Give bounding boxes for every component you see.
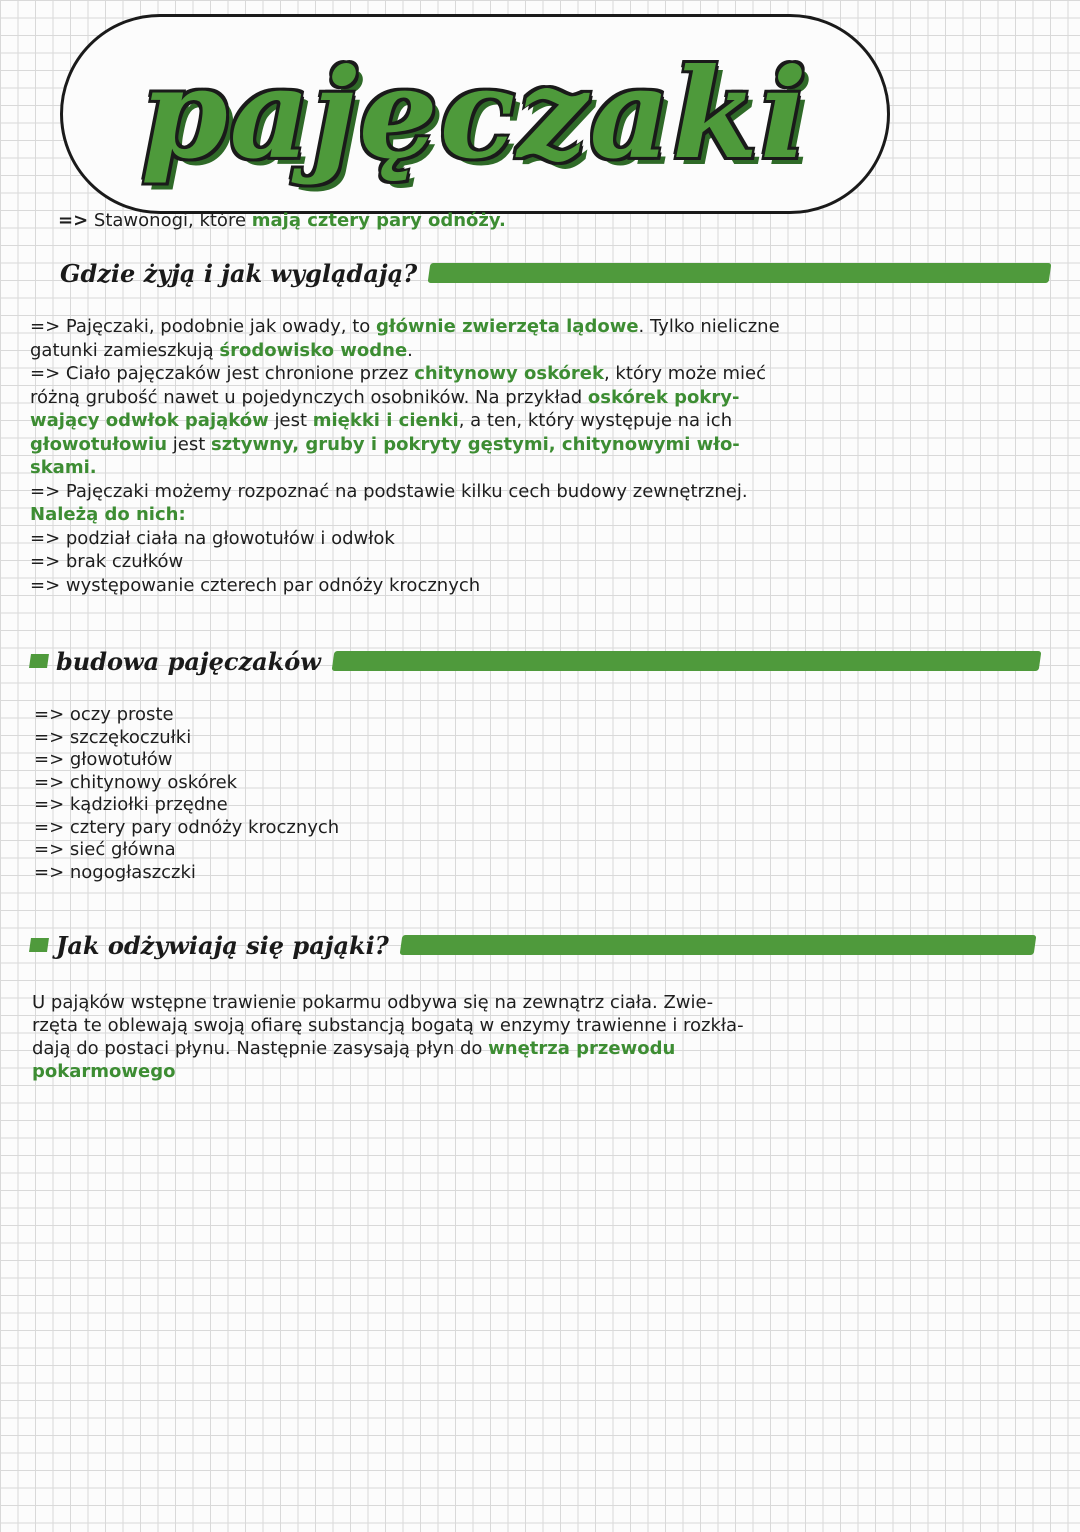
line-text: jest [167, 433, 211, 455]
list-item: => cztery pary odnóży krocznych [34, 816, 340, 838]
text-line [32, 992, 713, 1014]
highlighted-text: wający odwłok pająków [30, 410, 269, 431]
line-text: . Tylko nieliczne [638, 316, 780, 337]
text-line [30, 410, 732, 432]
list-item: => nogogłaszczki [34, 861, 196, 883]
section2-heading-text: budowa pajęczaków [56, 646, 321, 676]
list-item: => oczy proste [34, 704, 174, 725]
line-text: => brak czułków [30, 551, 184, 572]
text-line [30, 551, 183, 573]
line-text: dają do postaci płynu. Następnie zasysają płyn do [32, 1038, 489, 1059]
section1-heading-text: Gdzie żyją i jak wyglądają? [60, 258, 418, 288]
text-line [32, 1015, 744, 1037]
page-title-text: pajęczaki [140, 41, 810, 187]
highlighted-text: skami. [30, 457, 97, 478]
text-line [32, 1061, 175, 1083]
text-line [30, 387, 739, 409]
text-line [30, 316, 780, 338]
text-line [30, 457, 97, 479]
line-text: => podział ciała na głowotułów i odwłok [30, 527, 395, 549]
line-text: , który może mieć [603, 363, 766, 384]
section2-marker-stub [29, 654, 49, 668]
line-text: różną grubość nawet u pojedynczych osobników. Na przykład [30, 386, 588, 408]
line-text: , a ten, który występuje na ich [458, 410, 733, 431]
section2-marker-bar [332, 651, 1042, 671]
intro-line [58, 210, 506, 232]
line-text: . [407, 339, 413, 361]
intro-green-text: mają cztery pary odnóży. [251, 210, 506, 231]
list-item: => sieć główna [34, 839, 176, 860]
line-text: jest [268, 410, 313, 431]
highlighted-text: sztywny, gruby i pokryty gęstymi, chitynowymi wło- [210, 433, 740, 455]
line-text: U pająków wstępne trawienie pokarmu odbywa się na zewnątrz ciała. Zwie- [32, 992, 714, 1013]
section3-marker-stub [29, 938, 49, 952]
line-text: gatunki zamieszkują [30, 339, 220, 361]
text-line [30, 575, 480, 597]
line-text: => Pajęczaki możemy rozpoznać na podstawie kilku cech budowy zewnętrznej. [30, 480, 748, 502]
section1-heading [60, 258, 1050, 288]
page-title [60, 14, 890, 214]
line-text: => Ciało pajęczaków jest chronione przez [30, 363, 415, 384]
list-item: => chitynowy oskórek [34, 771, 238, 793]
text-line [30, 340, 413, 362]
list-item: => kądziołki przędne [34, 794, 228, 815]
line-text: => Pajęczaki, podobnie jak owady, to [30, 316, 377, 337]
section2-heading [30, 646, 1040, 676]
highlighted-text: chitynowy oskórek [414, 363, 604, 384]
text-line [30, 434, 740, 456]
text-line [30, 481, 748, 503]
text-line [32, 1038, 675, 1060]
list-item: => głowotułów [34, 749, 173, 770]
highlighted-text: pokarmowego [32, 1061, 176, 1082]
highlighted-text: głowotułowiu [30, 433, 168, 455]
intro-arrow: => [58, 210, 89, 231]
section1-marker-bar [428, 263, 1052, 283]
highlighted-text: Należą do nich: [30, 504, 186, 525]
highlighted-text: głównie zwierzęta lądowe [376, 316, 639, 337]
highlighted-text: środowisko wodne [219, 339, 408, 361]
list-item: => szczękoczułki [34, 726, 192, 748]
line-text: rzęta te oblewają swoją ofiarę substancją bogatą w enzymy trawienne i rozkła- [32, 1015, 744, 1036]
line-text: => występowanie czterech par odnóży krocznych [30, 574, 481, 596]
section3-heading [30, 930, 1035, 960]
section3-heading-text: Jak odżywiają się pająki? [56, 930, 389, 960]
highlighted-text: oskórek pokry- [587, 386, 740, 408]
text-line [30, 363, 766, 385]
section3-marker-bar [399, 935, 1036, 955]
text-line [30, 504, 186, 526]
intro-text: Stawonogi, które [93, 210, 252, 231]
highlighted-text: miękki i cienki [312, 410, 459, 431]
highlighted-text: wnętrza przewodu [488, 1038, 676, 1059]
text-line [30, 528, 395, 550]
